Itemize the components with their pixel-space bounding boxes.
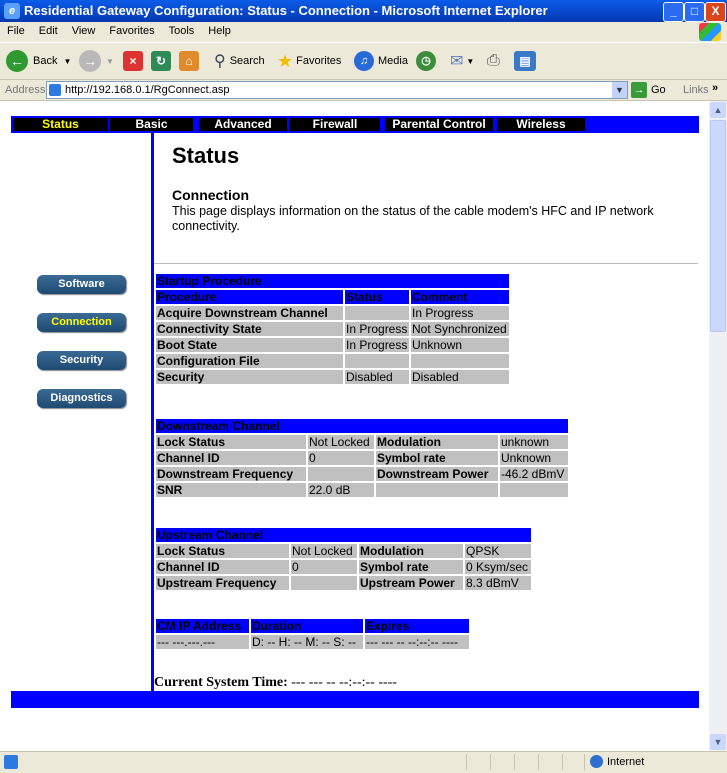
cell-value: 0 [291, 560, 357, 574]
row-label: Acquire Downstream Channel [156, 306, 343, 320]
system-time-value: --- --- -- --:--:-- ---- [291, 675, 397, 690]
zone-segment [584, 754, 725, 770]
address-url: http://192.168.0.1/RgConnect.asp [65, 84, 230, 96]
refresh-button[interactable] [151, 49, 171, 73]
browser-toolbar [0, 43, 727, 80]
mail-icon: ✉ [450, 53, 464, 70]
table-row [156, 338, 509, 352]
forward-dropdown-icon[interactable]: ▼ [106, 56, 114, 66]
back-button[interactable] [6, 49, 71, 73]
cell-value: 8.3 dBmV [465, 576, 531, 590]
address-label: Address [5, 84, 46, 96]
vertical-scrollbar[interactable] [709, 101, 727, 751]
status-segment [490, 754, 501, 770]
cell-value: --- ---.---.--- [156, 635, 249, 649]
status-segment [514, 754, 525, 770]
top-nav-bar [11, 116, 699, 133]
column-header: Duration [251, 619, 363, 633]
history-button[interactable] [416, 49, 436, 73]
refresh-icon: ↻ [151, 51, 171, 71]
downstream-channel-table [154, 417, 570, 499]
row-label: Lock Status [156, 544, 289, 558]
table-row [156, 467, 568, 481]
go-button[interactable] [631, 82, 666, 98]
row-label: Modulation [359, 544, 463, 558]
row-label [376, 483, 498, 497]
page-description: This page displays information on the status of the cable modem's HFC and IP network connectivity. [172, 204, 654, 233]
address-input[interactable] [46, 81, 628, 99]
cell-value: Not Locked [308, 435, 374, 449]
row-label: Symbol rate [359, 560, 463, 574]
nav-advanced[interactable]: Advanced [199, 118, 287, 131]
edit-button[interactable] [514, 49, 536, 73]
sidebar-security-button[interactable]: Security [37, 351, 126, 370]
row-label: Channel ID [156, 560, 289, 574]
window-title-bar [0, 0, 727, 22]
page-icon [49, 84, 61, 96]
table-row [156, 306, 509, 320]
table-caption: Upstream Channel [156, 528, 531, 542]
cell-value [308, 467, 374, 481]
table-row [156, 435, 568, 449]
forward-arrow-icon: → [79, 50, 101, 72]
system-time [154, 675, 397, 691]
table-row [156, 560, 531, 574]
cell-value [291, 576, 357, 590]
column-header: Status [345, 290, 409, 304]
scroll-up-icon[interactable]: ▲ [710, 102, 726, 118]
menu-edit[interactable]: Edit [38, 25, 58, 37]
status-segment [466, 754, 477, 770]
links-expand-icon[interactable]: » [712, 82, 719, 94]
status-segment [562, 754, 573, 770]
row-label: Symbol rate [376, 451, 498, 465]
row-label: Upstream Power [359, 576, 463, 590]
cell-value: QPSK [465, 544, 531, 558]
row-label: Channel ID [156, 451, 306, 465]
menu-view[interactable]: View [71, 25, 96, 37]
minimize-button[interactable]: _ [663, 2, 684, 22]
favorites-label: Favorites [296, 55, 342, 67]
cell-value: 22.0 dB [308, 483, 374, 497]
table-row [156, 370, 509, 384]
menu-file[interactable]: File [7, 25, 25, 37]
column-header: CM IP Address [156, 619, 249, 633]
sidebar-diagnostics-button[interactable]: Diagnostics [37, 389, 126, 408]
nav-firewall[interactable]: Firewall [290, 118, 380, 131]
cell-value [345, 354, 409, 368]
cell-value: Disabled [345, 370, 409, 384]
mail-button[interactable] [450, 49, 474, 73]
home-button[interactable] [179, 49, 199, 73]
nav-parental-control[interactable]: Parental Control [385, 118, 493, 131]
back-arrow-icon: ← [6, 50, 28, 72]
scroll-down-icon[interactable]: ▼ [710, 734, 726, 750]
address-dropdown-icon[interactable]: ▼ [612, 82, 627, 98]
row-label: Downstream Frequency [156, 467, 306, 481]
scroll-thumb[interactable] [710, 120, 726, 332]
table-caption: Startup Procedure [156, 274, 509, 288]
home-icon: ⌂ [179, 51, 199, 71]
search-button[interactable] [214, 49, 265, 73]
status-segment [538, 754, 549, 770]
favorites-button[interactable] [277, 49, 341, 73]
table-row [156, 451, 568, 465]
menu-bar [0, 22, 727, 43]
cell-value: Not Locked [291, 544, 357, 558]
nav-basic[interactable]: Basic [110, 118, 193, 131]
row-label: Modulation [376, 435, 498, 449]
row-label: Downstream Power [376, 467, 498, 481]
go-label: Go [651, 84, 666, 96]
content-divider [151, 133, 154, 691]
cell-value [411, 354, 509, 368]
star-icon: ★ [277, 50, 294, 71]
row-label: Lock Status [156, 435, 306, 449]
column-header: Expires [365, 619, 469, 633]
maximize-button[interactable]: □ [684, 2, 705, 22]
cm-ip-table [154, 617, 471, 651]
print-button[interactable] [487, 49, 500, 73]
table-row [156, 322, 509, 336]
row-label: Connectivity State [156, 322, 343, 336]
forward-button[interactable] [79, 49, 114, 73]
cell-value: unknown [500, 435, 568, 449]
nav-status[interactable]: Status [13, 118, 108, 131]
row-label: Configuration File [156, 354, 343, 368]
links-label[interactable]: Links [683, 84, 709, 96]
column-header: Comment [411, 290, 509, 304]
cell-value: Unknown [500, 451, 568, 465]
table-row [156, 544, 531, 558]
menu-tools[interactable]: Tools [168, 25, 195, 37]
go-arrow-icon: → [631, 82, 647, 98]
bottom-bar [11, 691, 699, 708]
menu-favorites[interactable]: Favorites [109, 25, 155, 37]
cell-value: In Progress [346, 322, 408, 336]
cell-value [345, 306, 409, 320]
row-label: Security [156, 370, 343, 384]
ie-logo-icon: e [4, 3, 20, 19]
table-row [156, 483, 568, 497]
stop-icon: × [123, 51, 143, 71]
page-title: Status [172, 143, 240, 168]
cell-value: --- --- -- --:--:-- ---- [365, 635, 469, 649]
cell-value: D: -- H: -- M: -- S: -- [251, 635, 363, 649]
back-dropdown-icon[interactable]: ▼ [63, 56, 72, 66]
history-icon: ◷ [416, 51, 436, 71]
media-label: Media [378, 55, 408, 67]
section-separator [154, 263, 698, 264]
zone-label: Internet [607, 756, 645, 768]
media-icon: ♫ [354, 51, 374, 71]
table-row [156, 635, 469, 649]
sidebar-connection-button[interactable]: Connection [37, 313, 126, 332]
cell-value: 0 Ksym/sec [465, 560, 531, 574]
cell-value: In Progress [346, 338, 408, 352]
cell-value: Unknown [411, 338, 509, 352]
stop-button[interactable] [123, 49, 143, 73]
window-title: Residential Gateway Configuration: Status - Connection - Microsoft Internet Explorer [24, 3, 548, 18]
table-row [156, 576, 531, 590]
internet-globe-icon [590, 755, 603, 768]
row-label: Upstream Frequency [156, 576, 289, 590]
menu-help[interactable]: Help [208, 25, 231, 37]
media-button[interactable] [354, 49, 408, 73]
cell-value: -46.2 dBmV [500, 467, 568, 481]
row-label: SNR [156, 483, 306, 497]
cell-value [500, 483, 568, 497]
close-button[interactable]: X [705, 2, 726, 22]
address-bar [0, 80, 727, 101]
page-viewport [0, 101, 709, 751]
cell-value: Not Synchronized [411, 322, 509, 336]
cell-value: 0 [308, 451, 374, 465]
edit-page-icon: ▤ [514, 51, 536, 71]
back-label: Back [33, 55, 58, 67]
sidebar-software-button[interactable]: Software [37, 275, 126, 294]
nav-wireless[interactable]: Wireless [497, 118, 585, 131]
table-caption: Downstream Channel [156, 419, 568, 433]
row-label: Boot State [156, 338, 343, 352]
search-icon: ⚲ [214, 53, 226, 70]
cell-value: Disabled [411, 370, 509, 384]
mail-dropdown-icon[interactable]: ▼ [466, 56, 475, 66]
table-row [156, 354, 509, 368]
windows-logo-icon [699, 23, 721, 41]
column-header: Procedure [156, 290, 343, 304]
print-icon: ⎙ [487, 52, 500, 69]
upstream-channel-table [154, 526, 533, 592]
system-time-label: Current System Time: [154, 675, 288, 690]
search-label: Search [229, 55, 265, 67]
page-subtitle: Connection [172, 187, 249, 203]
cell-value: In Progress [411, 306, 509, 320]
status-bar [0, 751, 727, 773]
page-status-icon [4, 755, 18, 769]
startup-procedure-table [154, 272, 511, 386]
